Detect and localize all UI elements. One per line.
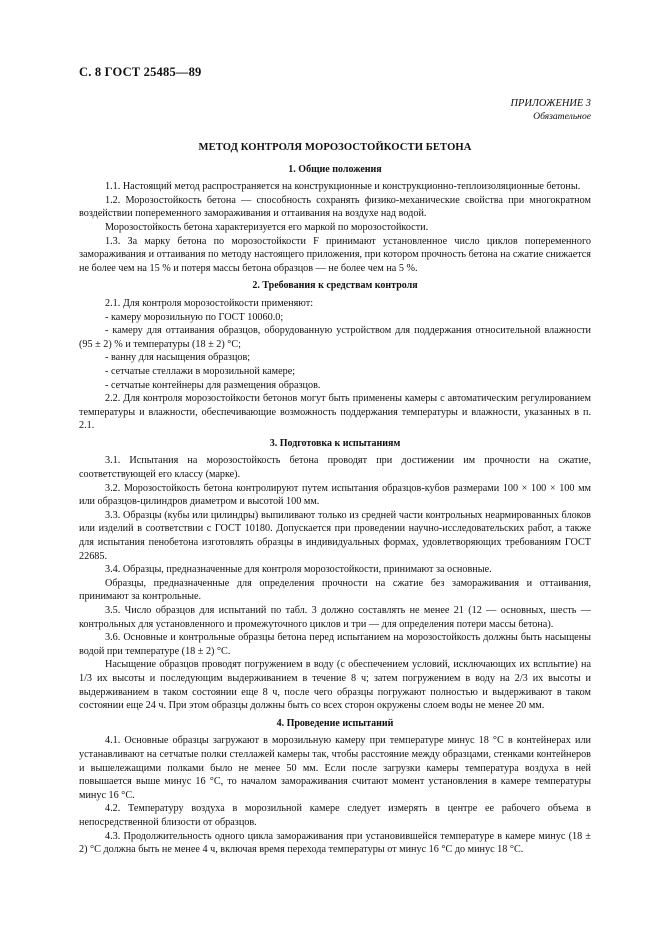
- section-title: 2. Требования к средствам контроля: [252, 280, 418, 292]
- paragraph: 1.3. За марку бетона по морозостойкости F принимают установленное число циклов попеременного замораживания и оттаивания по методу настоящего приложения, при котором прочность бетона на сжатие снижается не более чем на 15 % и потеря массы бетона образцов — не более чем на 5 %.: [79, 235, 591, 274]
- paragraph: 3.4. Образцы, предназначенные для контроля морозостойкости, принимают за основные.: [105, 564, 492, 576]
- document-body: [79, 138, 591, 859]
- paragraph: 2.1. Для контроля морозостойкости применяют:: [105, 297, 314, 309]
- appendix-label: ПРИЛОЖЕНИЕ 3: [510, 98, 591, 109]
- appendix-status: Обязательное: [533, 111, 591, 122]
- appendix-label-block: [510, 97, 591, 123]
- section-title: 3. Подготовка к испытаниям: [269, 437, 401, 449]
- section-general: [79, 163, 591, 276]
- paragraph: 1.1. Настоящий метод распространяется на конструкционные и конструкционно-теплоизоляционные бетоны.: [105, 181, 581, 193]
- list-item: - сетчатые стеллажи в морозильной камере;: [105, 365, 296, 377]
- paragraph: 2.2. Для контроля морозостойкости бетонов могут быть применены камеры с автоматическим регулированием температуры и влажности, обеспечивающие возможность поддержания температуры и влажности, указанных в п. 2.1.: [79, 393, 591, 432]
- paragraph: 4.2. Температуру воздуха в морозильной камере следует измерять в центре ее рабочего объема в непосредственной близости от образцов.: [79, 803, 591, 828]
- list-item: - камеру морозильную по ГОСТ 10060.0;: [105, 311, 284, 323]
- paragraph: 3.1. Испытания на морозостойкость бетона проводят при достижении им прочности на сжатие, соответствующей его классу (марке).: [79, 455, 591, 481]
- paragraph: 3.6. Основные и контрольные образцы бетона перед испытанием на морозостойкость должны быть насыщены водой при температуре (18 ± 2) °С.: [79, 632, 591, 657]
- paragraph: Насыщение образцов проводят погружением в воду (с обеспечением условий, исключающих их всплытие) на 1/3 их высоты и последующим выдерживанием в течение 8 ч; затем погружением в воду на 2/3 их высоты и выдерживанием в таком состоянии еще 8 ч, после чего образцы погружают полностью и выдерживают в таком состоянии еще 24 ч. При этом образцы должны быть со всех сторон окружены слоем воды не менее 20 мм.: [79, 659, 591, 712]
- document-title: МЕТОД КОНТРОЛЯ МОРОЗОСТОЙКОСТИ БЕТОНА: [198, 142, 472, 153]
- paragraph: 4.1. Основные образцы загружают в морозильную камеру при температуре минус 18 °С в контейнерах или устанавливают на сетчатые полки стеллажей камеры так, чтобы расстояние между образцами, стенками контейнеров и вышележащими полками было не менее 50 мм. Если после загрузки камеры температура воздуха в ней повышается выше минус 16 °С, то началом замораживания считают момент установления в камере температуры минус 16 °С.: [79, 735, 591, 801]
- section-title: 1. Общие положения: [288, 163, 382, 175]
- paragraph: Образцы, предназначенные для определения прочности на сжатие без замораживания и оттаивания, принимают за контрольные.: [79, 577, 591, 603]
- list-item: - камеру для оттаивания образцов, оборудованную устройством для поддержания относительной влажности (95 ± 2) % и температуры (18 ± 2) °С;: [79, 325, 591, 350]
- section-preparation: [79, 437, 591, 713]
- paragraph: 1.2. Морозостойкость бетона — способность сохранять физико-механические свойства при многократном воздействии попеременного замораживания и оттаивания на воздухе над водой.: [79, 194, 591, 220]
- paragraph: 3.2. Морозостойкость бетона контролируют путем испытания образцов-кубов размерами 100 × 100 × 100 мм или образцов-цилиндров диаметром и высотой 100 мм.: [79, 482, 591, 508]
- paragraph: 3.3. Образцы (кубы или цилиндры) выпиливают только из средней части контрольных неармированных блоков или изделий в соответствии с ГОСТ 10180. Допускается при проведении научно-исследовательских работ, а также для испытания пенобетона изготовлять образцы в индивидуальных формах, удовлетворяющих требованиям ГОСТ 22685.: [79, 509, 591, 562]
- list-item: - ванну для насыщения образцов;: [105, 352, 251, 364]
- list-item: - сетчатые контейнеры для размещения образцов.: [105, 379, 321, 391]
- paragraph: 4.3. Продолжительность одного цикла замораживания при установившейся температуре в камере минус (18 ± 2) °С должна быть не менее 4 ч, включая время перехода температуры от минус 16 °С до минус 18 °С.: [79, 830, 591, 856]
- section-title: 4. Проведение испытаний: [276, 717, 394, 729]
- paragraph: Морозостойкость бетона характеризуется его маркой по морозостойкости.: [105, 221, 429, 233]
- paragraph: 3.5. Число образцов для испытаний по табл. 3 должно составлять не менее 21 (12 — основных, шесть — контрольных для установленного и промежуточного циклов и три — для определения потери массы бетона).: [79, 605, 591, 630]
- running-head: С. 8 ГОСТ 25485—89: [79, 65, 202, 79]
- section-equipment: [79, 279, 591, 433]
- section-testing: [79, 717, 591, 857]
